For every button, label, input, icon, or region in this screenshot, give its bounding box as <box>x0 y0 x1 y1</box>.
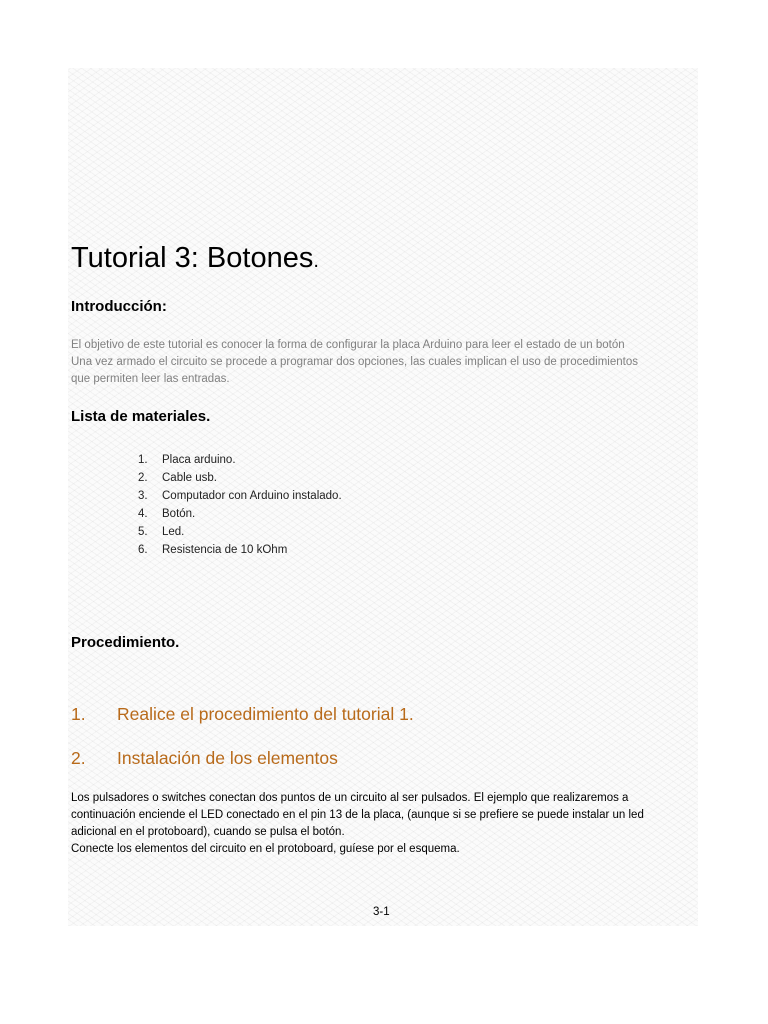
step-text: Instalación de los elementos <box>117 748 338 768</box>
list-item-text: Led. <box>162 526 185 538</box>
intro-line: que permiten leer las entradas. <box>71 373 230 385</box>
page-title-text: Tutorial 3: Botones <box>71 242 314 274</box>
materials-heading: Lista de materiales. <box>71 408 211 425</box>
step-number: 1. <box>71 704 86 724</box>
step-heading-1 <box>71 702 414 726</box>
page-title-period: . <box>313 250 319 272</box>
list-item-text: Botón. <box>162 508 196 520</box>
list-item <box>138 541 342 559</box>
body-line: continuación enciende el LED conectado en el pin 13 de la placa, (aunque si se prefiere se puede instalar un led <box>71 809 644 821</box>
page-title <box>71 240 319 279</box>
list-item <box>138 487 342 505</box>
list-item <box>138 451 342 469</box>
intro-paragraph <box>71 337 696 388</box>
procedure-paragraph <box>71 790 701 858</box>
list-item-text: Cable usb. <box>162 472 217 484</box>
body-line: Conecte los elementos del circuito en el protoboard, guíese por el esquema. <box>71 843 460 855</box>
list-item-number: 4. <box>138 508 148 520</box>
page-number: 3-1 <box>373 906 390 918</box>
list-item <box>138 505 342 523</box>
list-item-number: 1. <box>138 454 148 466</box>
list-item-text: Placa arduino. <box>162 454 236 466</box>
procedure-heading: Procedimiento. <box>71 634 180 651</box>
list-item-text: Computador con Arduino instalado. <box>162 490 342 502</box>
list-item-number: 5. <box>138 526 148 538</box>
step-number: 2. <box>71 748 86 768</box>
intro-heading: Introducción: <box>71 298 167 315</box>
list-item-number: 3. <box>138 490 148 502</box>
intro-line: El objetivo de este tutorial es conocer la forma de configurar la placa Arduino para leer el estado de un botón <box>71 339 625 351</box>
list-item-text: Resistencia de 10 kOhm <box>162 544 288 556</box>
list-item-number: 6. <box>138 544 148 556</box>
body-line: adicional en el protoboard), cuando se pulsa el botón. <box>71 826 345 838</box>
list-item <box>138 469 342 487</box>
step-heading-2 <box>71 746 338 770</box>
step-text: Realice el procedimiento del tutorial 1. <box>117 704 414 724</box>
materials-list <box>138 451 342 559</box>
list-item <box>138 523 342 541</box>
intro-line: Una vez armado el circuito se procede a programar dos opciones, las cuales implican el uso de procedimientos <box>71 356 638 368</box>
list-item-number: 2. <box>138 472 148 484</box>
body-line: Los pulsadores o switches conectan dos puntos de un circuito al ser pulsados. El ejemplo que realizaremos a <box>71 792 629 804</box>
